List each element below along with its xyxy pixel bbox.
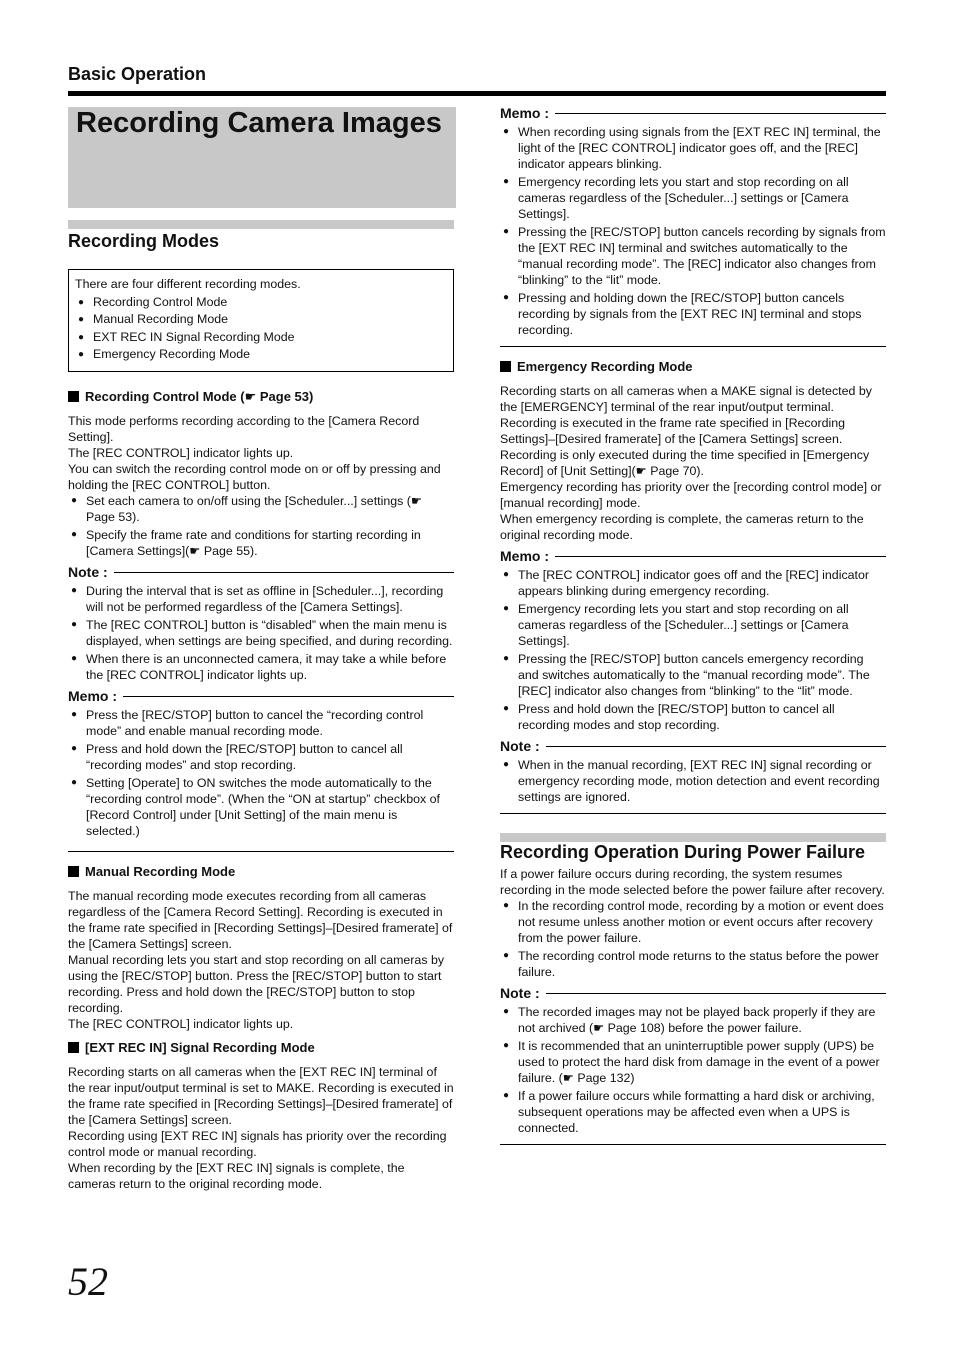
manual-heading: Manual Recording Mode [68,864,454,880]
square-bullet-icon [68,391,79,402]
list-item: ● The recording control mode returns to the status before the power failure. [500,948,886,980]
paragraph: When recording by the [EXT REC IN] signals is complete, the cameras return to the original recording mode. [68,1161,405,1191]
section-bar [500,833,886,842]
paragraph: Emergency recording has priority over the [recording control mode] or [manual recording] mode. [500,480,882,510]
list-item: ● When recording using signals from the [EXT REC IN] terminal, the light of the [REC CONTROL] indicator goes off, and the [REC] indicator appears blinking. [500,124,886,172]
pointing-hand-icon: ☛ [562,1071,574,1085]
paragraph: Recording using [EXT REC IN] signals has priority over the recording control mode or manual recording. [68,1129,447,1159]
list-item: ● Press and hold down the [REC/STOP] button to cancel all recording modes and stop recording. [500,701,886,733]
pointing-hand-icon: ☛ [244,389,257,404]
list-item: ● Specify the frame rate and conditions for starting recording in [Camera Settings](☛ Page 55). [68,527,454,559]
pointing-hand-icon: ☛ [410,494,422,508]
recording-modes-heading: Recording Modes [68,231,220,251]
title-box [68,107,456,208]
paragraph: You can switch the recording control mode on or off by pressing and holding the [REC CONTROL] button. [68,462,441,492]
paragraph: The [REC CONTROL] indicator lights up. [68,446,294,460]
pointing-hand-icon: ☛ [593,1021,605,1035]
divider [500,813,886,814]
square-bullet-icon [68,866,79,877]
square-bullet-icon [500,361,511,372]
list-item: ● During the interval that is set as offline in [Scheduler...], recording will not be performed regardless of the [Camera Settings]. [68,583,454,615]
paragraph: When emergency recording is complete, the cameras return to the original recording mode. [500,512,864,542]
divider [500,346,886,347]
rcm-heading: Recording Control Mode (☛ Page 53) [68,389,454,405]
list-item: ● The [REC CONTROL] button is “disabled” when the main menu is displayed, when settings are being specified, and during recording. [68,617,454,649]
page-number: 52 [68,1259,108,1304]
list-item: ● Emergency Recording Mode [75,346,447,364]
paragraph: The manual recording mode executes recording from all cameras regardless of the [Camera Record Setting]. Recording is executed in the frame rate specified in [Recording Settings]–[Desired framerate] of the [Camera Settings] screen. [68,889,453,951]
paragraph: The [REC CONTROL] indicator lights up. [68,1017,294,1031]
list-item: ● Emergency recording lets you start and stop recording on all cameras regardless of the [Scheduler...] settings or [Camera Settings]. [500,174,886,222]
recording-modes-box [68,269,454,372]
page-title: Recording Camera Images [76,107,442,139]
list-item: ● Press and hold down the [REC/STOP] button to cancel all “recording modes” and stop recording. [68,741,454,773]
list-item: ● Pressing the [REC/STOP] button cancels recording by signals from the [EXT REC IN] terminal and switches automatically to the “manual recording mode”. The [REC] indicator also changes from “blinking” to the “lit” mode. [500,224,886,288]
section-bar [68,220,454,229]
paragraph: Recording is executed in the frame rate specified in [Recording Settings]–[Desired framerate] of the [Camera Settings] screen. [500,416,846,446]
pointing-hand-icon: ☛ [635,464,647,478]
note-header: Note : [68,563,454,581]
paragraph: Manual recording lets you start and stop recording on all cameras by using the [REC/STOP] button. Press the [REC/STOP] button to start recording. Press and hold down the [REC/STOP] button to stop recording. [68,953,445,1015]
paragraph: Recording starts on all cameras when the [EXT REC IN] terminal of the rear input/output terminal is set to MAKE. Recording is executed in the frame rate specified in [Recording Settings]–[Desired framerate] of the [Camera Settings] screen. [68,1065,454,1127]
list-item: ● Pressing the [REC/STOP] button cancels emergency recording and switches automatically to the “manual recording mode”. The [REC] indicator also changes from “blinking” to the “lit” mode. [500,651,886,699]
paragraph: If a power failure occurs during recording, the system resumes recording in the mode selected before the power failure after recovery. [500,867,885,897]
list-item: ● Setting [Operate] to ON switches the mode automatically to the “recording control mode”. (When the “ON at startup” checkbox of [Record Control] under [Unit Setting] of the main menu is selected.) [68,775,454,839]
right-column [500,104,886,1145]
emergency-heading: Emergency Recording Mode [500,359,886,375]
list-item: ● Manual Recording Mode [75,311,447,329]
list-item: ● Recording Control Mode [75,294,447,312]
divider [68,851,454,852]
list-item: ● Pressing and holding down the [REC/STOP] button cancels recording by signals from the [EXT REC IN] terminal and stops recording. [500,290,886,338]
ext-heading: [EXT REC IN] Signal Recording Mode [68,1040,454,1056]
divider [500,1144,886,1145]
note-header: Note : [500,984,886,1002]
list-item: ● Press the [REC/STOP] button to cancel the “recording control mode” and enable manual recording mode. [68,707,454,739]
square-bullet-icon [68,1042,79,1053]
list-item: ● When there is an unconnected camera, it may take a while before the [REC CONTROL] indicator lights up. [68,651,454,683]
list-item: ● In the recording control mode, recording by a motion or event does not resume unless another motion or event occurs after recovery from the power failure. [500,898,886,946]
list-item: ● Emergency recording lets you start and stop recording on all cameras regardless of the [Scheduler...] settings or [Camera Settings]. [500,601,886,649]
list-item: ● Set each camera to on/off using the [Scheduler...] settings (☛ Page 53). [68,493,454,525]
paragraph: This mode performs recording according to the [Camera Record Setting]. [68,414,420,444]
power-failure-heading: Recording Operation During Power Failure [500,842,866,862]
memo-header: Memo : [68,687,454,705]
list-item: ● The recorded images may not be played back properly if they are not archived (☛ Page 108) before the power failure. [500,1004,886,1036]
header-rule [68,91,886,96]
paragraph: Recording starts on all cameras when a MAKE signal is detected by the [EMERGENCY] terminal of the rear input/output terminal. [500,384,872,414]
list-item: ● The [REC CONTROL] indicator goes off and the [REC] indicator appears blinking during emergency recording. [500,567,886,599]
list-item: ● EXT REC IN Signal Recording Mode [75,329,447,347]
memo-header: Memo : [500,547,886,565]
list-item: ● If a power failure occurs while formatting a hard disk or archiving, subsequent operations may be affected even when a UPS is connected. [500,1088,886,1136]
note-header: Note : [500,737,886,755]
memo-header: Memo : [500,104,886,122]
section-header: Basic Operation [68,64,207,84]
left-column [68,389,454,1192]
list-item: ● When in the manual recording, [EXT REC IN] signal recording or emergency recording mode, motion detection and event recording settings are ignored. [500,757,886,805]
pointing-hand-icon: ☛ [189,544,201,558]
modes-intro: There are four different recording modes. [75,277,301,291]
list-item: ● It is recommended that an uninterruptible power supply (UPS) be used to protect the hard disk from damage in the event of a power failure. (☛ Page 132) [500,1038,886,1086]
paragraph: Recording is only executed during the time specified in [Emergency Record] of [Unit Setting](☛ Page 70). [500,448,870,478]
